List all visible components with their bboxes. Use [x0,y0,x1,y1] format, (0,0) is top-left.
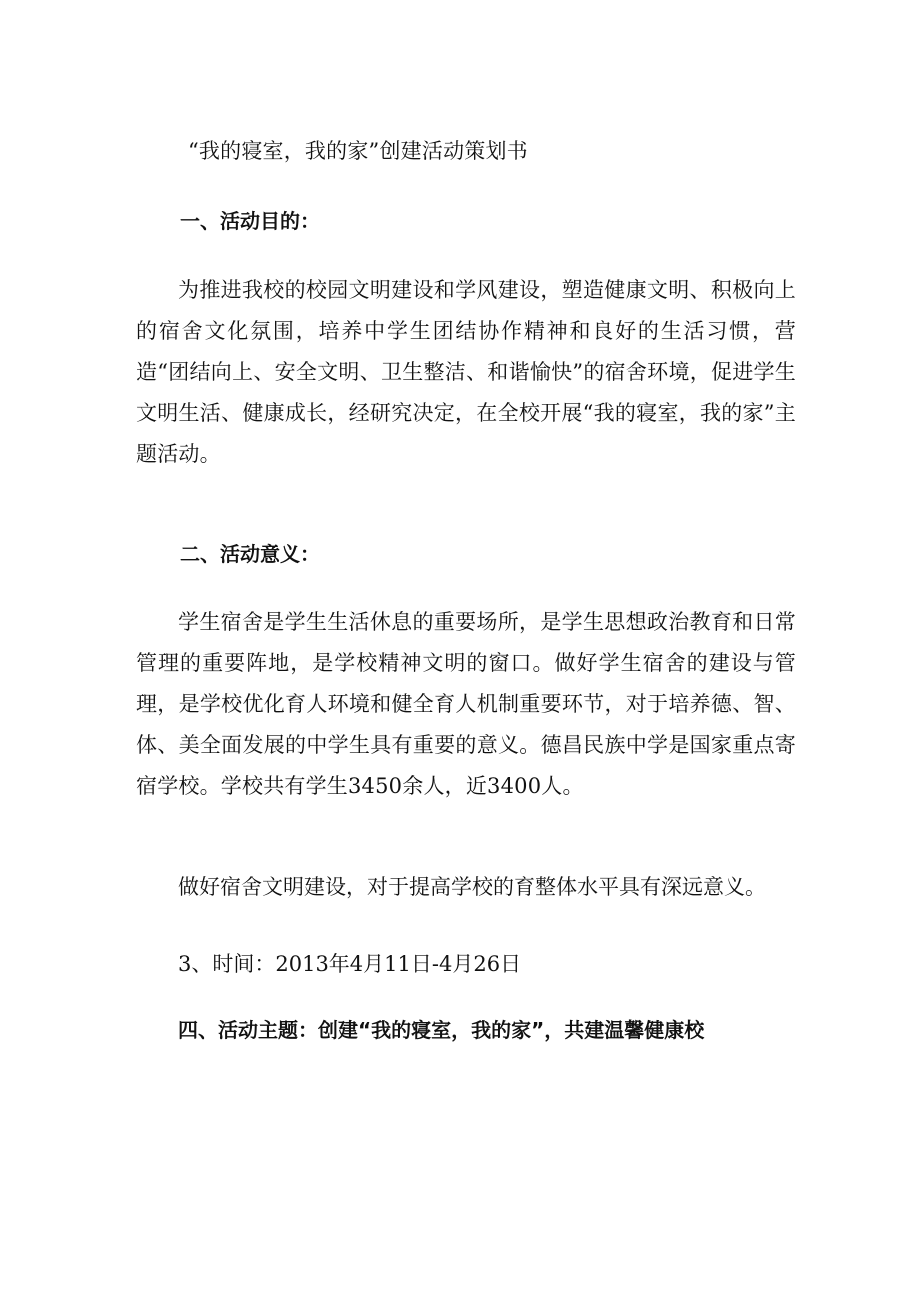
document-title: “我的寝室，我的家”创建活动策划书 [188,139,528,163]
section-heading-theme: 四、活动主题：创建“我的寝室，我的家”，共建温馨健康校 [178,1018,705,1042]
purpose-paragraph: 为推进我校的校园文明建设和学风建设，塑造健康文明、积极向上的宿舍文化氛围，培养中学生团结协作精神和良好的生活习惯，营造“团结向上、安全文明、卫生整洁、和谐愉快”的宿舍环境，促进学生文明生活、健康成长，经研究决定，在全校开展“我的寝室，我的家”主题活动。 [136,278,796,466]
time-line: 3、时间：2013年4月11日-4月26日 [178,952,522,976]
section-heading-purpose: 一、活动目的： [180,209,320,233]
significance-second-line: 做好宿舍文明建设，对于提高学校的育整体水平具有深远意义。 [178,875,766,899]
significance-paragraph: 学生宿舍是学生生活休息的重要场所，是学生思想政治教育和日常管理的重要阵地，是学校精神文明的窗口。做好学生宿舍的建设与管理，是学校优化育人环境和健全育人机制重要环节，对于培养德、智、体、美全面发展的中学生具有重要的意义。德昌民族中学是国家重点寄宿学校。学校共有学生3450余人，近3400人。 [136,610,796,798]
section-heading-significance: 二、活动意义： [180,542,320,566]
